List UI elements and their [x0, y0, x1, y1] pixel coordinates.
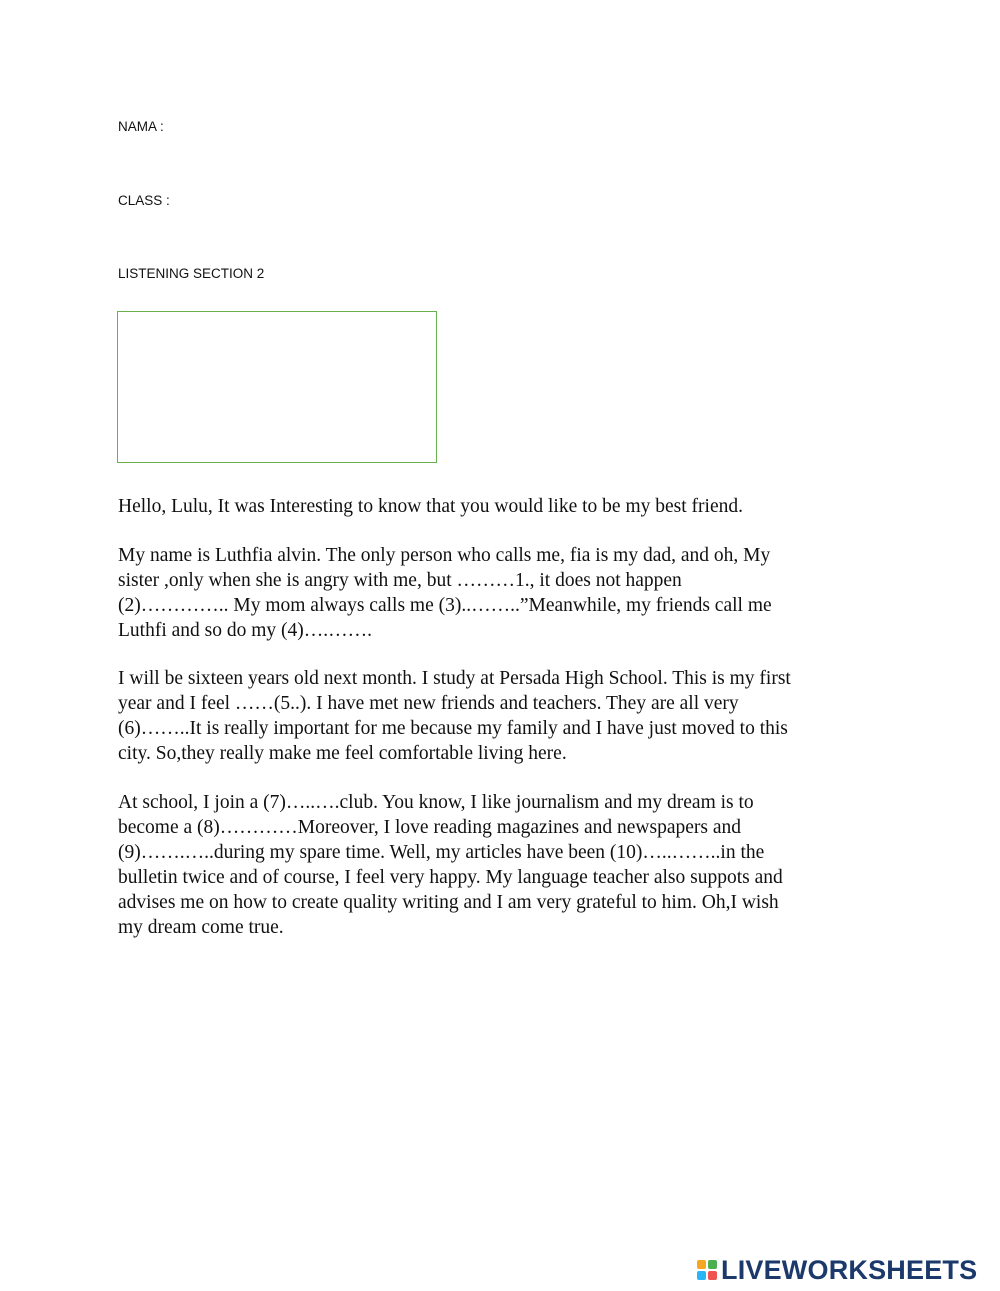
text-line: I will be sixteen years old next month. I study at Persada High School. This is my first [118, 668, 791, 689]
text-line: my dream come true. [118, 917, 284, 938]
section-title: LISTENING SECTION 2 [118, 266, 265, 281]
paragraph-club [118, 790, 898, 940]
name-label: NAMA : [118, 119, 164, 134]
logo-square-icon [697, 1271, 706, 1280]
text-line: (6)……..It is really important for me because my family and I have just moved to this [118, 718, 788, 739]
paragraph-school [118, 666, 898, 766]
logo-square-icon [708, 1260, 717, 1269]
audio-player-box[interactable] [117, 311, 437, 463]
logo-square-icon [697, 1260, 706, 1269]
text-line: advises me on how to create quality writing and I am very grateful to him. Oh,I wish [118, 892, 779, 913]
liveworksheets-brand-text: LIVEWORKSHEETS [721, 1255, 978, 1285]
text-line: become a (8)…………Moreover, I love reading magazines and newspapers and [118, 817, 741, 838]
paragraph-name [118, 543, 898, 643]
text-line: (2)………….. My mom always calls me (3)..……..”Meanwhile, my friends call me [118, 595, 772, 616]
text-line: My name is Luthfia alvin. The only person who calls me, fia is my dad, and oh, My [118, 545, 771, 566]
text-line: (9)…….…..during my spare time. Well, my articles have been (10)…..……..in the [118, 842, 765, 863]
logo-square-icon [708, 1271, 717, 1280]
text-line: bulletin twice and of course, I feel very happy. My language teacher also suppots and [118, 867, 783, 888]
text-line: Luthfi and so do my (4)….……. [118, 620, 373, 641]
text-line: city. So,they really make me feel comfortable living here. [118, 743, 567, 764]
text-line: sister ,only when she is angry with me, but ………1., it does not happen [118, 570, 682, 591]
paragraph-greeting [118, 494, 898, 519]
liveworksheets-logo-icon [697, 1260, 717, 1280]
text-line: At school, I join a (7)…..….club. You know, I like journalism and my dream is to [118, 792, 754, 813]
text-line: Hello, Lulu, It was Interesting to know that you would like to be my best friend. [118, 496, 743, 517]
liveworksheets-logo [697, 1256, 977, 1284]
class-label: CLASS : [118, 193, 170, 208]
text-line: year and I feel ……(5..). I have met new friends and teachers. They are all very [118, 693, 739, 714]
